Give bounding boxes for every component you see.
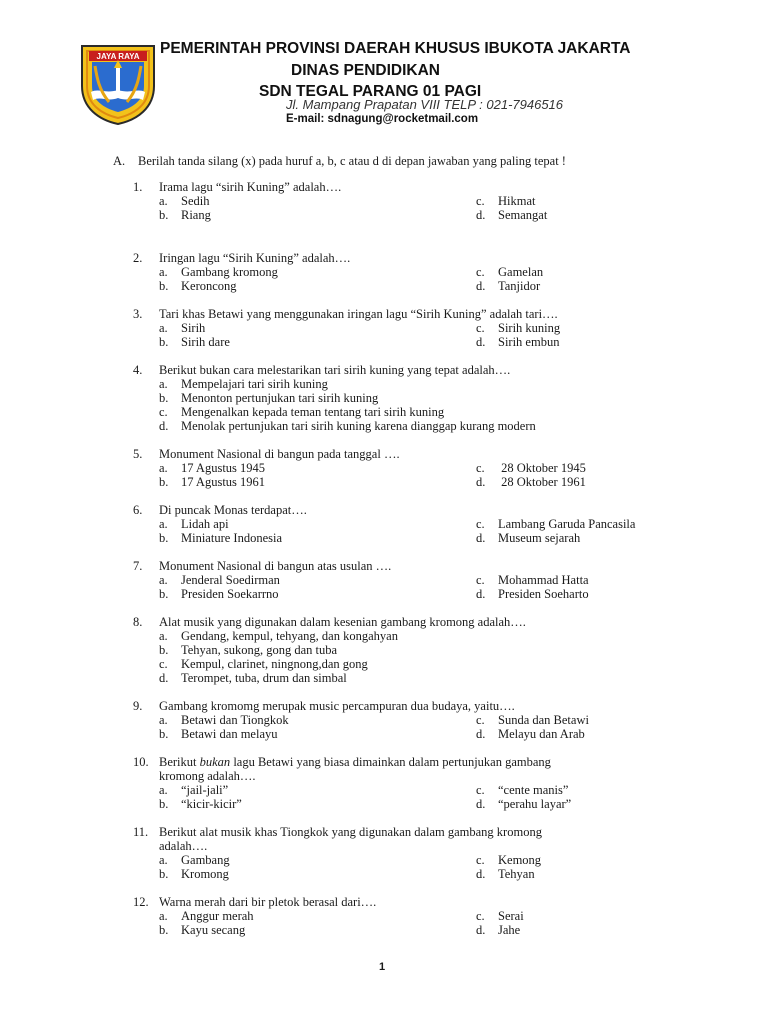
option-letter: c.	[159, 657, 168, 671]
question-emphasis: bukan	[199, 755, 231, 769]
question-stem	[133, 503, 693, 517]
answer-option	[476, 797, 696, 811]
option-text: Mohammad Hatta	[498, 573, 589, 587]
answer-options	[133, 573, 693, 601]
option-letter: c.	[476, 909, 485, 923]
option-letter: a.	[159, 783, 168, 797]
question-item	[133, 307, 693, 349]
answer-option	[159, 194, 476, 208]
question-number: 9.	[133, 699, 143, 713]
question-number: 4.	[133, 363, 143, 377]
option-text: Presiden Soekarrno	[181, 587, 279, 601]
question-text: Warna merah dari bir pletok berasal dari….	[159, 895, 377, 909]
option-text: Sedih	[181, 194, 210, 208]
answer-option	[159, 419, 696, 433]
answer-option	[476, 517, 696, 531]
option-text: Gambang kromong	[181, 265, 278, 279]
answer-option	[476, 265, 696, 279]
answer-options	[133, 909, 693, 937]
answer-options	[133, 265, 693, 293]
option-letter: c.	[476, 517, 485, 531]
option-text: Mempelajari tari sirih kuning	[181, 377, 328, 391]
answer-option	[476, 867, 696, 881]
question-item	[133, 895, 693, 937]
option-text: Lidah api	[181, 517, 229, 531]
answer-option	[159, 573, 476, 587]
question-stem	[133, 615, 693, 629]
option-letter: a.	[159, 573, 168, 587]
answer-option	[159, 867, 476, 881]
option-letter: d.	[476, 335, 486, 349]
option-text: Tehyan, sukong, gong dan tuba	[181, 643, 338, 657]
answer-options	[133, 517, 693, 545]
question-text-continued: adalah….	[159, 839, 208, 853]
option-text: Betawi dan melayu	[181, 727, 278, 741]
option-letter: b.	[159, 335, 169, 349]
logo-text: JAYA RAYA	[96, 52, 140, 61]
option-text: Sirih	[181, 321, 206, 335]
option-letter: b.	[159, 587, 169, 601]
option-text: Menonton pertunjukan tari sirih kuning	[181, 391, 379, 405]
option-text: “kicir-kicir”	[181, 797, 242, 811]
option-letter: c.	[476, 461, 485, 475]
option-text: Kempul, clarinet, ningnong,dan gong	[181, 657, 368, 671]
question-text: Berikut bukan cara melestarikan tari sirih kuning yang tepat adalah….	[159, 363, 511, 377]
option-text: Melayu dan Arab	[498, 727, 585, 741]
answer-options	[133, 783, 693, 811]
answer-option	[159, 923, 476, 937]
question-item	[133, 559, 693, 601]
question-text: Alat musik yang digunakan dalam kesenian gambang kromong adalah….	[159, 615, 526, 629]
option-letter: d.	[476, 531, 486, 545]
option-letter: c.	[476, 321, 485, 335]
option-letter: a.	[159, 461, 168, 475]
answer-option	[159, 279, 476, 293]
option-letter: d.	[476, 727, 486, 741]
option-text: Kemong	[498, 853, 542, 867]
option-letter: c.	[476, 265, 485, 279]
question-text: Gambang kromomg merupak music percampuran dua budaya, yaitu….	[159, 699, 515, 713]
answer-option	[476, 923, 696, 937]
question-text: Iringan lagu “Sirih Kuning” adalah….	[159, 251, 351, 265]
option-letter: b.	[159, 797, 169, 811]
page-number: 1	[379, 961, 386, 973]
question-stem	[133, 447, 693, 461]
option-text: Keroncong	[181, 279, 237, 293]
answer-option	[159, 657, 696, 671]
option-text: Anggur merah	[181, 909, 254, 923]
option-text: Tehyan	[498, 867, 535, 881]
question-text: Di puncak Monas terdapat….	[159, 503, 307, 517]
answer-option	[476, 909, 696, 923]
option-text: Miniature Indonesia	[181, 531, 283, 545]
option-letter: b.	[159, 208, 169, 222]
school-name: SDN TEGAL PARANG 01 PAGI	[259, 83, 482, 100]
option-text: 28 Oktober 1945	[498, 461, 586, 475]
question-text: Irama lagu “sirih Kuning” adalah….	[159, 180, 342, 194]
option-letter: b.	[159, 867, 169, 881]
section-instruction	[113, 154, 566, 169]
answer-option	[159, 321, 476, 335]
answer-options	[133, 194, 693, 222]
option-letter: b.	[159, 531, 169, 545]
answer-option	[476, 321, 696, 335]
answer-option	[159, 391, 696, 405]
option-letter: b.	[159, 727, 169, 741]
question-stem	[133, 825, 693, 839]
answer-option	[159, 377, 696, 391]
option-letter: a.	[159, 853, 168, 867]
department-name: DINAS PENDIDIKAN	[291, 62, 440, 79]
answer-option	[159, 783, 476, 797]
question-stem	[133, 559, 693, 573]
answer-option	[159, 475, 476, 489]
answer-option	[159, 587, 476, 601]
question-stem	[133, 755, 693, 769]
option-text: 17 Agustus 1945	[181, 461, 266, 475]
answer-option	[159, 713, 476, 727]
option-letter: b.	[159, 475, 169, 489]
question-stem	[133, 180, 693, 194]
option-letter: c.	[476, 783, 485, 797]
question-number: 8.	[133, 615, 143, 629]
option-text: Menolak pertunjukan tari sirih kuning karena dianggap kurang modern	[181, 419, 536, 433]
school-address: Jl. Mampang Prapatan VIII TELP : 021-7946516	[286, 97, 564, 112]
option-text: Sunda dan Betawi	[498, 713, 589, 727]
answer-option	[159, 629, 696, 643]
option-text: Sirih dare	[181, 335, 230, 349]
option-letter: a.	[159, 265, 168, 279]
answer-option	[476, 727, 696, 741]
option-text: Sirih kuning	[498, 321, 561, 335]
option-letter: d.	[476, 797, 486, 811]
question-item	[133, 251, 693, 293]
question-stem	[133, 251, 693, 265]
answer-option	[476, 713, 696, 727]
option-letter: d.	[159, 671, 169, 685]
option-letter: a.	[159, 713, 168, 727]
question-number: 10.	[133, 755, 149, 769]
question-number: 2.	[133, 251, 143, 265]
question-stem	[133, 307, 693, 321]
question-item	[133, 447, 693, 489]
option-text: Hikmat	[498, 194, 536, 208]
option-letter: d.	[159, 419, 169, 433]
option-letter: b.	[159, 643, 169, 657]
answer-option	[476, 475, 696, 489]
option-text: Presiden Soeharto	[498, 587, 589, 601]
answer-option	[159, 461, 476, 475]
option-text: 17 Agustus 1961	[181, 475, 266, 489]
option-text: 28 Oktober 1961	[498, 475, 586, 489]
question-item	[133, 363, 693, 433]
question-text: Berikut	[159, 755, 200, 769]
answer-option	[159, 405, 696, 419]
question-number: 1.	[133, 180, 143, 194]
answer-option	[476, 853, 696, 867]
answer-options	[133, 377, 693, 433]
option-letter: d.	[476, 867, 486, 881]
question-number: 7.	[133, 559, 143, 573]
option-text: Jenderal Soedirman	[181, 573, 280, 587]
answer-option	[159, 208, 476, 222]
option-letter: b.	[159, 279, 169, 293]
question-item	[133, 755, 693, 811]
question-text-continued: kromong adalah….	[159, 769, 256, 783]
question-item	[133, 503, 693, 545]
answer-option	[159, 265, 476, 279]
option-letter: c.	[476, 194, 485, 208]
question-item	[133, 825, 693, 881]
jakarta-emblem-logo	[77, 42, 159, 126]
answer-option	[476, 461, 696, 475]
option-letter: a.	[159, 909, 168, 923]
option-letter: d.	[476, 208, 486, 222]
answer-option	[476, 531, 696, 545]
option-text: Lambang Garuda Pancasila	[498, 517, 636, 531]
option-text: Serai	[498, 909, 524, 923]
option-text: “cente manis”	[498, 783, 569, 797]
option-letter: a.	[159, 377, 168, 391]
option-text: Kayu secang	[181, 923, 246, 937]
answer-option	[476, 279, 696, 293]
answer-option	[476, 335, 696, 349]
option-letter: c.	[476, 713, 485, 727]
question-number: 11.	[133, 825, 149, 839]
answer-option	[476, 208, 696, 222]
government-name: PEMERINTAH PROVINSI DAERAH KHUSUS IBUKOTA JAKARTA	[160, 40, 631, 57]
option-letter: b.	[159, 391, 169, 405]
answer-option	[476, 783, 696, 797]
option-text: Tanjidor	[498, 279, 541, 293]
option-text: Jahe	[498, 923, 521, 937]
question-number: 6.	[133, 503, 143, 517]
instruction-text: Berilah tanda silang (x) pada huruf a, b, c atau d di depan jawaban yang paling tepat !	[138, 154, 566, 168]
answer-options	[133, 713, 693, 741]
answer-option	[159, 335, 476, 349]
section-letter: A.	[113, 154, 126, 168]
answer-option	[159, 853, 476, 867]
question-item	[133, 615, 693, 685]
option-letter: d.	[476, 279, 486, 293]
answer-options	[133, 629, 693, 685]
question-number: 5.	[133, 447, 143, 461]
answer-option	[476, 573, 696, 587]
option-text: Sirih embun	[498, 335, 560, 349]
option-letter: a.	[159, 629, 168, 643]
option-text: Gambang	[181, 853, 230, 867]
answer-options	[133, 853, 693, 881]
option-letter: c.	[476, 853, 485, 867]
option-text: Terompet, tuba, drum dan simbal	[181, 671, 347, 685]
option-letter: a.	[159, 194, 168, 208]
answer-option	[159, 643, 696, 657]
question-number: 3.	[133, 307, 143, 321]
option-letter: a.	[159, 517, 168, 531]
question-stem	[133, 895, 693, 909]
option-text: Riang	[181, 208, 211, 222]
school-email: E-mail: sdnagung@rocketmail.com	[286, 113, 479, 125]
answer-option	[159, 517, 476, 531]
option-text: Betawi dan Tiongkok	[181, 713, 289, 727]
option-text: Kromong	[181, 867, 229, 881]
question-text: lagu Betawi yang biasa dimainkan dalam pertunjukan gambang	[230, 755, 551, 769]
question-item	[133, 180, 693, 222]
answer-option	[159, 797, 476, 811]
answer-options	[133, 461, 693, 489]
option-letter: d.	[476, 587, 486, 601]
answer-option	[476, 194, 696, 208]
question-text: Monument Nasional di bangun pada tanggal ….	[159, 447, 400, 461]
question-item	[133, 699, 693, 741]
letterhead	[0, 0, 768, 140]
option-letter: b.	[159, 923, 169, 937]
answer-option	[159, 727, 476, 741]
option-text: “perahu layar”	[498, 797, 572, 811]
option-letter: a.	[159, 321, 168, 335]
option-text: Gamelan	[498, 265, 544, 279]
question-number: 12.	[133, 895, 149, 909]
answer-option	[159, 531, 476, 545]
option-text: “jail-jali”	[181, 783, 229, 797]
option-text: Mengenalkan kepada teman tentang tari sirih kuning	[181, 405, 445, 419]
option-letter: d.	[476, 475, 486, 489]
answer-option	[159, 909, 476, 923]
question-stem	[133, 699, 693, 713]
option-text: Gendang, kempul, tehyang, dan kongahyan	[181, 629, 398, 643]
question-text: Tari khas Betawi yang menggunakan iringan lagu “Sirih Kuning” adalah tari….	[159, 307, 558, 321]
option-letter: d.	[476, 923, 486, 937]
option-letter: c.	[476, 573, 485, 587]
option-text: Semangat	[498, 208, 548, 222]
answer-option	[159, 671, 696, 685]
answer-options	[133, 321, 693, 349]
question-text: Berikut alat musik khas Tiongkok yang digunakan dalam gambang kromong	[159, 825, 542, 839]
option-text: Museum sejarah	[498, 531, 581, 545]
option-letter: c.	[159, 405, 168, 419]
question-text: Monument Nasional di bangun atas usulan ….	[159, 559, 392, 573]
answer-option	[476, 587, 696, 601]
question-stem	[133, 363, 693, 377]
